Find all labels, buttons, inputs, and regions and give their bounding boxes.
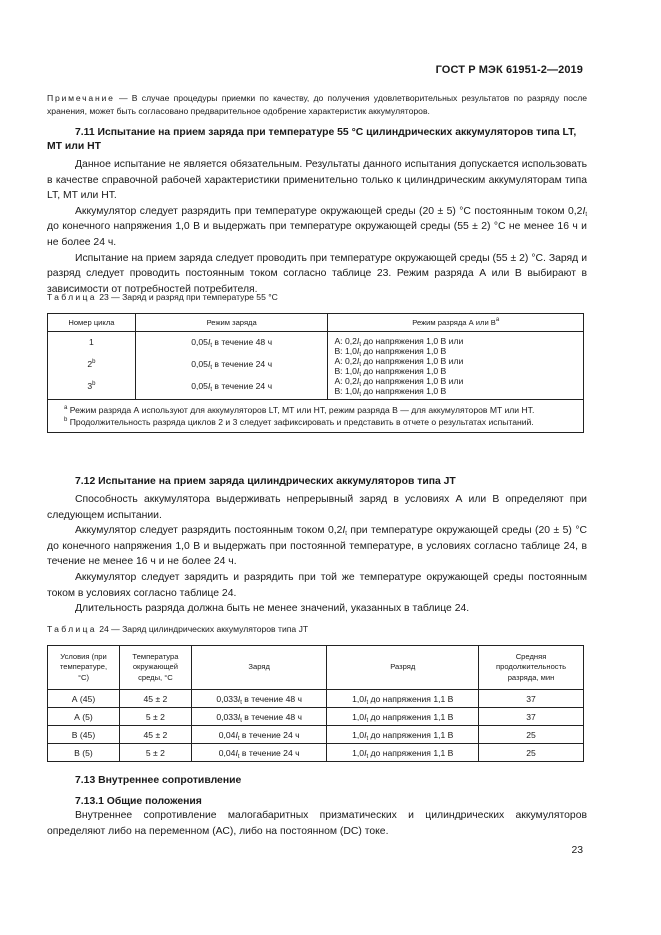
- table-footnotes: [48, 400, 584, 433]
- cell-discharge: $1,0I_t$ до напряжения 1,1 В: [327, 708, 479, 726]
- paragraph: Способность аккумулятора выдерживать непрерывный заряд в условиях А или В определяют при следующем испытании.: [47, 494, 587, 521]
- page-number: 23: [571, 845, 583, 856]
- cell-temperature: 45 ± 2: [119, 726, 191, 744]
- cell-temperature: 5 ± 2: [119, 744, 191, 762]
- section-7-13-1-heading: 7.13.1 Общие положения: [75, 796, 202, 807]
- table-row: [48, 690, 584, 708]
- footnote-a: $^a$ Режим разряда А используют для аккумуляторов LT, MT или HT, режим разряда В — для аккумуляторов MT или HT.: [64, 405, 535, 415]
- charge-column: $0,05I_t$ в течение 48 ч $0,05I_t$ в течение 24 ч $0,05I_t$ в течение 24 ч: [135, 332, 328, 400]
- standard-header: ГОСТ Р МЭК 61951-2—2019: [435, 64, 583, 76]
- table-row: [48, 726, 584, 744]
- header-charge: Заряд: [191, 646, 327, 690]
- cell-duration: 25: [479, 726, 584, 744]
- cell-duration: 25: [479, 744, 584, 762]
- cell-conditions: В (45): [48, 726, 120, 744]
- discharge-column: А: $0,2I_t$ до напряжения 1,0 В или В: $1,0I_t$ до напряжения 1,0 В А: $0,2I_t$ до напряжения 1,0 В или В: $1,0I_t$ до напряжения 1,0 В А: $0,2I_t$ до напряжения 1,0 В или В: $1,0I_t$ до напряжения 1,0 В: [328, 332, 584, 400]
- note-text: — В случае процедуры приемки по качеству, до получения удовлетворительных результатов по разряду после хранения, может быть согласовано предварительное одобрение характеристик аккумуляторов.: [47, 93, 587, 116]
- cell-charge: $0,04I_t$ в течение 24 ч: [191, 726, 327, 744]
- header-discharge: Разряд: [327, 646, 479, 690]
- paragraph: Внутреннее сопротивление малогабаритных призматических и цилиндрических аккумуляторов определяют либо на переменном (АС), либо на постоянном (DC) токе.: [47, 810, 587, 837]
- paragraph: Аккумулятор следует разрядить при температуре окружающей среды (20 ± 5) °С постоянным током $0,2I_t$ до конечного напряжения 1,0 В и выдержать при температуре окружающей среды (55 ± 2) °С не менее 16 ч и не более 24 ч.: [47, 205, 587, 248]
- cell-conditions: В (5): [48, 744, 120, 762]
- paragraph: Аккумулятор следует зарядить и разрядить при той же температуре окружающей среды постоянным током в условиях согласно таблице 24.: [47, 571, 587, 599]
- cell-discharge: $1,0I_t$ до напряжения 1,1 В: [327, 726, 479, 744]
- table-footnotes-row: [48, 400, 584, 433]
- table-header-row: [48, 314, 584, 332]
- cell-duration: 37: [479, 690, 584, 708]
- note-label: Примечание: [47, 93, 115, 103]
- header-charge: Режим заряда: [135, 314, 328, 332]
- table-body-row: [48, 332, 584, 400]
- header-conditions: Условия (при температуре, °С): [48, 646, 120, 690]
- section-7-12-heading: 7.12 Испытание на прием заряда цилиндрических аккумуляторов типа JT: [75, 476, 456, 487]
- cell-duration: 37: [479, 708, 584, 726]
- table-row: [48, 708, 584, 726]
- header-cycle: Номер цикла: [48, 314, 136, 332]
- table-header-row: [48, 646, 584, 690]
- header-discharge: Режим разряда А или $В^a$: [328, 314, 584, 332]
- cell-discharge: $1,0I_t$ до напряжения 1,1 В: [327, 690, 479, 708]
- table-24: [47, 645, 584, 762]
- cell-charge: $0,033I_t$ в течение 48 ч: [191, 708, 327, 726]
- cell-charge: $0,04I_t$ в течение 24 ч: [191, 744, 327, 762]
- paragraph: Испытание на прием заряда следует проводить при температуре окружающей среды (55 ± 2) °С. Заряд и разряд следует проводить постоянным током согласно таблице 23. Режим разряда А или В выбирают в зависимости от потребностей потребителя.: [47, 252, 587, 295]
- cell-conditions: А (45): [48, 690, 120, 708]
- table-23: [47, 313, 584, 433]
- section-7-13-heading: 7.13 Внутреннее сопротивление: [75, 775, 242, 786]
- header-duration: Средняя продолжительность разряда, мин: [479, 646, 584, 690]
- cell-temperature: 45 ± 2: [119, 690, 191, 708]
- note: [47, 92, 587, 117]
- paragraph: Данное испытание не является обязательным. Результаты данного испытания допускается использовать в качестве справочной рабочей характеристики применительно только к цилиндрическим аккумуляторам типа LT, MT или HT.: [47, 159, 587, 202]
- cycle-column: 1 2$^b$ 3$^b$: [48, 332, 136, 400]
- section-7-11-body: [47, 157, 587, 297]
- footnote-b: $^b$ Продолжительность разряда циклов 2 и 3 следует зафиксировать и представить в отчете о результатах испытаний.: [64, 416, 534, 427]
- section-7-13-1-body: [47, 808, 587, 839]
- paragraph: Аккумулятор следует разрядить постоянным током $0,2I_t$ при температуре окружающей среды (20 ± 5) °С до конечного напряжения 1,0 В и выдержать при постоянной температуре, в условиях согласно таблице 24, в течение не менее 16 ч и не более 24 ч.: [47, 525, 587, 568]
- cell-charge: $0,033I_t$ в течение 48 ч: [191, 690, 327, 708]
- section-7-12-body: [47, 492, 587, 617]
- cell-temperature: 5 ± 2: [119, 708, 191, 726]
- cell-discharge: $1,0I_t$ до напряжения 1,1 В: [327, 744, 479, 762]
- table-24-caption: Таблица 24 — Заряд цилиндрических аккумуляторов типа JT: [47, 624, 309, 634]
- table-row: [48, 744, 584, 762]
- table-23-caption: Таблица 23 — Заряд и разряд при температуре 55 °С: [47, 292, 278, 302]
- section-7-11-heading: 7.11 Испытание на прием заряда при температуре 55 °С цилиндрических аккумуляторов типа LT, MT или HT: [47, 127, 577, 152]
- paragraph: Длительность разряда должна быть не менее значений, указанных в таблице 24.: [75, 603, 470, 615]
- cell-conditions: А (5): [48, 708, 120, 726]
- header-temperature: Температура окружающей среды, °С: [119, 646, 191, 690]
